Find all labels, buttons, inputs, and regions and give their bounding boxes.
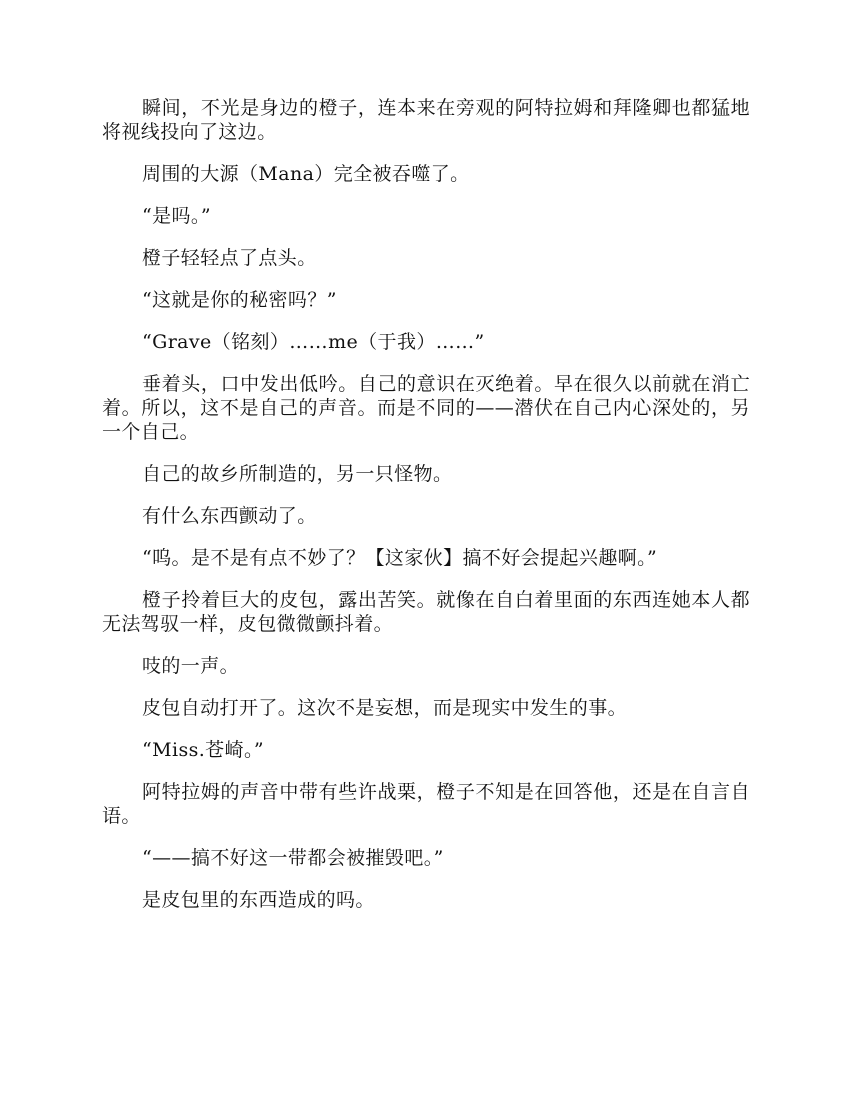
paragraph: “呜。是不是有点不妙了？【这家伙】搞不好会提起兴趣啊。” [142,547,658,569]
paragraph: 橙子拎着巨大的皮包，露出苦笑。就像在自白着里面的东西连她本人都无法驾驭一样，皮包微微颤抖着。 [102,589,750,635]
paragraph: 阿特拉姆的声音中带有些许战栗，橙子不知是在回答他，还是在自言自语。 [102,781,750,827]
paragraph: “是吗。” [142,205,211,227]
paragraph: “——搞不好这一带都会被摧毁吧。” [142,847,444,869]
paragraph: 皮包自动打开了。这次不是妄想，而是现实中发生的事。 [142,697,628,719]
paragraph: “Grave（铭刻）……me（于我）……” [142,331,485,353]
paragraph: 有什么东西颤动了。 [142,505,317,527]
document-page [102,96,750,930]
paragraph: 是皮包里的东西造成的吗。 [142,889,375,911]
paragraph: 周围的大源（Mana）完全被吞噬了。 [142,163,470,185]
paragraph: 自己的故乡所制造的，另一只怪物。 [142,463,453,485]
paragraph: 垂着头，口中发出低吟。自己的意识在灭绝着。早在很久以前就在消亡着。所以，这不是自己的声音。而是不同的——潜伏在自己内心深处的，另一个自己。 [102,373,750,443]
paragraph: 吱的一声。 [142,655,240,677]
paragraph: 瞬间，不光是身边的橙子，连本来在旁观的阿特拉姆和拜隆卿也都猛地将视线投向了这边。 [102,97,750,143]
paragraph: “Miss.苍崎。” [142,739,264,761]
paragraph: “这就是你的秘密吗？” [142,289,337,311]
paragraph: 橙子轻轻点了点头。 [142,247,317,269]
